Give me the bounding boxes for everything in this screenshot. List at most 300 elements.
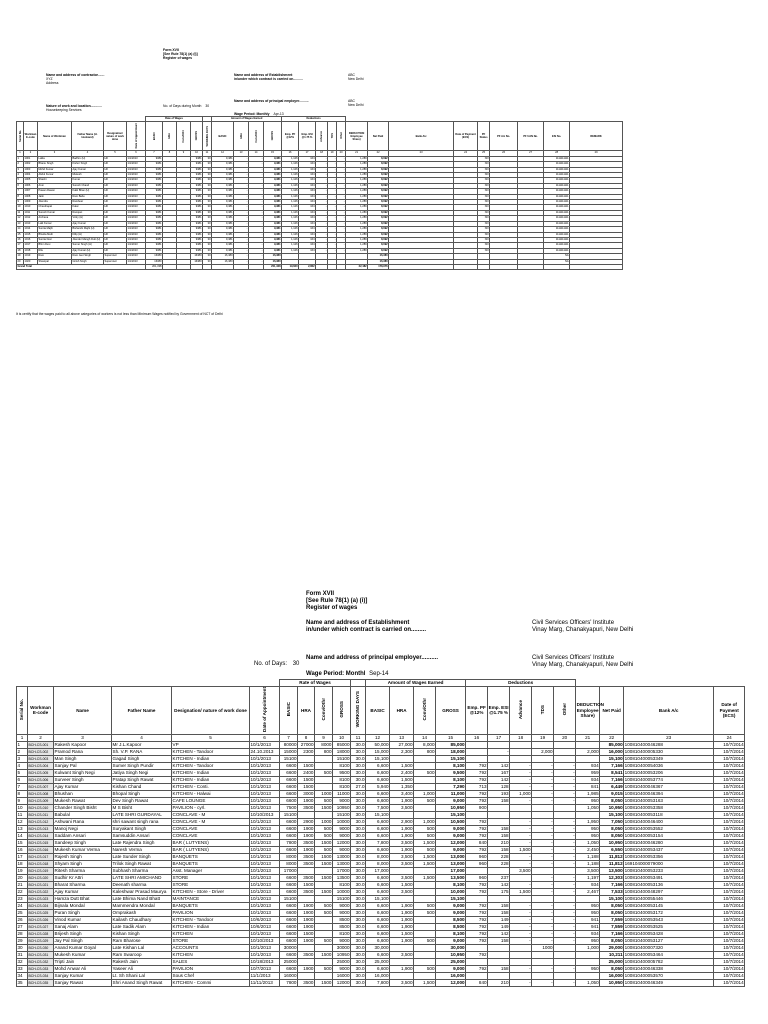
table-cell bbox=[554, 958, 576, 965]
table-cell: 1111111111 bbox=[544, 194, 570, 199]
table-cell: 100810400005782 bbox=[624, 958, 714, 965]
table-cell: 1,289 bbox=[346, 243, 368, 248]
doc1-principal-city: New Delhi bbox=[348, 103, 364, 108]
table-cell: 30 bbox=[203, 178, 212, 183]
table-cell: 500 bbox=[414, 825, 436, 832]
table-cell: 10/1/2013 bbox=[250, 741, 280, 748]
table-cell: 6600 bbox=[280, 776, 298, 783]
table-cell: 30 bbox=[203, 232, 212, 237]
table-cell: 1,289 bbox=[346, 227, 368, 232]
table-cell: 7,559 bbox=[600, 916, 624, 923]
column-header bbox=[17, 122, 24, 151]
column-header-label: BASIC bbox=[152, 131, 156, 140]
table-cell: Babulal bbox=[54, 811, 112, 818]
table-cell: - bbox=[328, 189, 337, 194]
table-cell: Bhanu Singh bbox=[38, 162, 72, 167]
table-cell: 8,092 bbox=[368, 227, 389, 232]
table-row bbox=[17, 944, 768, 951]
table-cell bbox=[414, 888, 436, 895]
table-cell: 1900 bbox=[298, 825, 315, 832]
table-cell: 9,381 bbox=[212, 200, 234, 205]
table-cell: NO bbox=[478, 205, 490, 210]
table-cell: 1,900 bbox=[390, 916, 414, 923]
table-cell: 9,381 bbox=[264, 243, 282, 248]
table-cell: NO bbox=[478, 237, 490, 242]
column-header-label: Name of Workman bbox=[43, 134, 66, 138]
table-cell: 800 bbox=[315, 748, 333, 755]
table-cell: 1017 bbox=[24, 243, 38, 248]
table-cell bbox=[298, 958, 315, 965]
table-cell: 3,500 bbox=[576, 867, 600, 874]
table-cell: - bbox=[532, 818, 554, 825]
table-cell: - bbox=[337, 183, 346, 188]
table-cell: 1500 bbox=[298, 776, 315, 783]
table-cell: 7800 bbox=[280, 839, 298, 846]
table-cell: - bbox=[510, 916, 532, 923]
table-cell bbox=[315, 895, 333, 902]
table-cell: 164 bbox=[299, 248, 316, 253]
table-cell: - bbox=[249, 232, 264, 237]
table-cell: 1003 bbox=[24, 167, 38, 172]
column-number: 14 bbox=[414, 734, 436, 741]
table-cell: 9,000 bbox=[436, 825, 466, 832]
column-number: 6 bbox=[250, 734, 280, 741]
column-header bbox=[163, 122, 177, 151]
column-number: 16 bbox=[282, 151, 299, 156]
table-cell: 13500 bbox=[333, 874, 351, 881]
table-cell: 1,289 bbox=[346, 173, 368, 178]
doc1-rule: [See Rule 78(1) (a) (i)] bbox=[163, 52, 198, 57]
table-cell: 27000 bbox=[298, 741, 315, 748]
table-cell: 9,381 bbox=[212, 167, 234, 172]
empty-cell bbox=[490, 264, 518, 269]
table-row bbox=[17, 979, 768, 986]
table-cell: 1111111111 bbox=[544, 205, 570, 210]
column-header-row bbox=[17, 687, 768, 735]
group-rate-of-wages: Rate of Wages bbox=[280, 680, 351, 687]
table-cell bbox=[298, 944, 315, 951]
table-cell: 1,289 bbox=[346, 167, 368, 172]
empty-cell bbox=[544, 264, 570, 269]
table-cell: 12000 bbox=[333, 839, 351, 846]
table-cell: - bbox=[249, 173, 264, 178]
table-cell: 8100 bbox=[333, 762, 351, 769]
table-cell: 500 bbox=[414, 937, 436, 944]
table-cell: 34 bbox=[17, 972, 28, 979]
table-cell: 13,000 bbox=[436, 853, 466, 860]
table-cell: KITCHEN - Tandoor bbox=[172, 762, 250, 769]
column-number: 1 bbox=[17, 151, 24, 156]
doc2-days-value: 30 bbox=[292, 661, 300, 667]
table-cell: - bbox=[316, 183, 328, 188]
table-cell: 30 bbox=[203, 200, 212, 205]
table-cell: 934 bbox=[576, 881, 600, 888]
table-cell: 9,381 bbox=[264, 167, 282, 172]
table-cell: 2,450 bbox=[576, 846, 600, 853]
table-cell: 11/1/2013 bbox=[250, 972, 280, 979]
table-cell: 9,381 bbox=[212, 248, 234, 253]
table-cell: Dilip (H) bbox=[72, 232, 104, 237]
table-row bbox=[17, 923, 768, 930]
table-cell: 2 bbox=[17, 748, 28, 755]
table-cell: 9,381 bbox=[264, 227, 282, 232]
table-cell: 2,000 bbox=[576, 748, 600, 755]
table-cell: - bbox=[532, 832, 554, 839]
table-cell: Kalal bbox=[72, 205, 104, 210]
table-cell: 16000 bbox=[333, 972, 351, 979]
table-cell bbox=[488, 867, 510, 874]
table-cell: 30 bbox=[203, 156, 212, 161]
table-cell: 100810400046367 bbox=[624, 783, 714, 790]
column-header bbox=[298, 687, 315, 735]
table-cell: 149 bbox=[488, 916, 510, 923]
table-cell: - bbox=[337, 178, 346, 183]
table-cell: Ram Swaroop bbox=[112, 951, 172, 958]
table-cell: BCH-CS-012 bbox=[28, 818, 54, 825]
table-cell: 13,500 bbox=[600, 867, 624, 874]
table-cell: NO bbox=[478, 200, 490, 205]
table-cell: NO bbox=[478, 248, 490, 253]
table-cell: 1,500 bbox=[510, 888, 532, 895]
table-cell: 1 bbox=[17, 741, 28, 748]
group-deductions: Deductions bbox=[282, 117, 346, 122]
table-cell: 1900 bbox=[298, 965, 315, 972]
table-cell: 12,000 bbox=[436, 979, 466, 986]
table-cell: 792 bbox=[466, 923, 488, 930]
table-cell bbox=[488, 944, 510, 951]
table-cell: Yaseer Ali bbox=[112, 965, 172, 972]
table-cell: - bbox=[234, 216, 249, 221]
table-cell: 100810400053154 bbox=[624, 832, 714, 839]
table-cell: 9381 bbox=[146, 189, 163, 194]
table-cell: 6600 bbox=[280, 916, 298, 923]
table-cell: 1/1/2013 bbox=[127, 216, 146, 221]
table-cell: 1,900 bbox=[390, 846, 414, 853]
table-cell: - bbox=[337, 194, 346, 199]
table-cell: - bbox=[249, 167, 264, 172]
table-cell: 10/1/2013 bbox=[250, 783, 280, 790]
table-cell: 210 bbox=[488, 839, 510, 846]
table-cell: 8,092 bbox=[368, 189, 389, 194]
table-cell: 10,950 bbox=[600, 839, 624, 846]
table-cell: BCH-CS-009 bbox=[28, 797, 54, 804]
column-header bbox=[328, 122, 337, 151]
table-cell: BCH-CS-007 bbox=[28, 783, 54, 790]
table-cell: 9,381 bbox=[212, 205, 234, 210]
table-cell: 7,166 bbox=[600, 776, 624, 783]
table-cell bbox=[554, 755, 576, 762]
table-cell: - bbox=[532, 902, 554, 909]
table-cell: 6,600 bbox=[366, 951, 390, 958]
table-cell: BCH-CS-029 bbox=[28, 937, 54, 944]
table-cell: 16380 bbox=[146, 254, 163, 259]
table-cell bbox=[298, 867, 315, 874]
table-row bbox=[17, 937, 768, 944]
table-cell: Kaleshwar Prasad Maurya bbox=[112, 888, 172, 895]
column-header bbox=[172, 687, 250, 735]
table-cell: 164 bbox=[299, 243, 316, 248]
table-cell: - bbox=[316, 237, 328, 242]
table-cell: 1,000 bbox=[414, 818, 436, 825]
table-cell: Kulwant Singh Negi bbox=[54, 769, 112, 776]
table-cell: 6,600 bbox=[366, 965, 390, 972]
table-cell: 6600 bbox=[280, 783, 298, 790]
table-row bbox=[17, 951, 768, 958]
table-cell: 10/7/2014 bbox=[714, 888, 745, 895]
table-cell: 30.0 bbox=[351, 923, 366, 930]
table-cell: 10/1/2013 bbox=[250, 888, 280, 895]
table-cell: 3500 bbox=[298, 888, 315, 895]
table-cell bbox=[414, 951, 436, 958]
table-cell: 2,400 bbox=[390, 769, 414, 776]
table-cell: Kishan Chand bbox=[112, 783, 172, 790]
column-number: 19 bbox=[532, 734, 554, 741]
table-cell: 500 bbox=[315, 769, 333, 776]
table-cell: 9381 bbox=[146, 227, 163, 232]
table-cell: 1111111111 bbox=[544, 167, 570, 172]
table-cell: HK bbox=[104, 162, 127, 167]
table-cell: - bbox=[249, 156, 264, 161]
table-cell bbox=[298, 811, 315, 818]
column-header-label: Conv/Othr bbox=[421, 698, 427, 721]
doc2-period-label: Wage Period: Monthl bbox=[306, 671, 366, 677]
table-cell: Samsuddin Ansari bbox=[112, 832, 172, 839]
column-number: 2 bbox=[24, 151, 38, 156]
table-cell: Badhru (H) bbox=[72, 156, 104, 161]
column-number: 10 bbox=[333, 734, 351, 741]
table-cell: 8,092 bbox=[368, 173, 389, 178]
table-cell: 6,600 bbox=[366, 909, 390, 916]
table-row bbox=[17, 916, 768, 923]
column-header-label: ESI No. bbox=[552, 134, 562, 138]
table-cell: 30 bbox=[203, 210, 212, 215]
table-cell bbox=[315, 930, 333, 937]
table-cell: 9500 bbox=[333, 769, 351, 776]
table-cell: KITCHEN - Conti. bbox=[172, 783, 250, 790]
table-cell: 500 bbox=[315, 965, 333, 972]
table-cell: 5 bbox=[17, 178, 24, 183]
column-header bbox=[28, 687, 54, 735]
column-number: 18 bbox=[316, 151, 328, 156]
table-cell bbox=[466, 867, 488, 874]
table-cell bbox=[532, 951, 554, 958]
column-number: 3 bbox=[54, 734, 112, 741]
table-cell: - bbox=[337, 248, 346, 253]
table-cell bbox=[315, 881, 333, 888]
table-cell: 1,900 bbox=[390, 965, 414, 972]
column-header-label: Designation/ nature of work done bbox=[106, 131, 124, 141]
table-cell: 1,289 bbox=[346, 183, 368, 188]
table-cell: - bbox=[554, 769, 576, 776]
column-header-label: HRA bbox=[301, 707, 311, 713]
table-cell: - bbox=[532, 965, 554, 972]
table-cell bbox=[390, 867, 414, 874]
table-cell: BCH-CS-013 bbox=[28, 825, 54, 832]
table-cell: 15100 bbox=[280, 755, 298, 762]
column-number: 2 bbox=[28, 734, 54, 741]
table-cell: 10,950 bbox=[436, 804, 466, 811]
column-header bbox=[576, 687, 604, 735]
table-cell: 950 bbox=[576, 797, 600, 804]
doc2-principal-label: Name and address of principal employer.......... bbox=[306, 655, 439, 661]
table-cell: 9,500 bbox=[436, 769, 466, 776]
column-number: 12 bbox=[212, 151, 234, 156]
table-cell: 9381 bbox=[146, 232, 163, 237]
table-cell: Dev Singh Rawat bbox=[112, 797, 172, 804]
table-cell: 934 bbox=[576, 776, 600, 783]
table-cell: 100810400046280 bbox=[624, 839, 714, 846]
table-cell: 9381 bbox=[191, 205, 203, 210]
column-header-label: Name bbox=[76, 707, 89, 713]
table-cell: 8100 bbox=[333, 930, 351, 937]
table-cell: Brijesh Singh bbox=[54, 930, 112, 937]
table-cell: 100810400053118 bbox=[624, 811, 714, 818]
table-cell: 6,600 bbox=[366, 846, 390, 853]
table-cell: - bbox=[234, 232, 249, 237]
table-cell bbox=[510, 874, 532, 881]
table-cell bbox=[510, 811, 532, 818]
table-cell: 960 bbox=[466, 860, 488, 867]
table-cell: 15100 bbox=[333, 755, 351, 762]
table-cell bbox=[576, 972, 600, 979]
table-cell: 16,380 bbox=[264, 259, 282, 264]
table-cell: 10/7/2014 bbox=[714, 972, 745, 979]
column-header bbox=[624, 687, 714, 735]
table-cell: 17 bbox=[17, 853, 28, 860]
table-cell: 7,166 bbox=[600, 881, 624, 888]
table-cell bbox=[532, 804, 554, 811]
table-cell: 13000 bbox=[333, 853, 351, 860]
table-cell: BANQUETS bbox=[172, 853, 250, 860]
table-cell: 15000 bbox=[280, 748, 298, 755]
table-cell: 100810400046338 bbox=[624, 965, 714, 972]
table-cell: 100810400053349 bbox=[624, 755, 714, 762]
column-header-label: Father Name (H-Husband) bbox=[77, 133, 98, 140]
table-cell: Vinod Kumar bbox=[54, 916, 112, 923]
table-cell: 1,500 bbox=[414, 979, 436, 986]
table-cell: 1900 bbox=[298, 909, 315, 916]
table-cell: 9,381 bbox=[264, 183, 282, 188]
table-cell: 85000 bbox=[333, 741, 351, 748]
table-cell: 8,092 bbox=[368, 205, 389, 210]
table-cell: 6,600 bbox=[366, 916, 390, 923]
table-cell: 9,381 bbox=[264, 156, 282, 161]
column-header bbox=[518, 122, 544, 151]
table-cell: 1,126 bbox=[282, 156, 299, 161]
table-cell: 9381 bbox=[191, 200, 203, 205]
table-cell: 1,500 bbox=[414, 853, 436, 860]
table-cell: 15 bbox=[17, 232, 24, 237]
table-cell: 792 bbox=[466, 881, 488, 888]
table-cell: 18000 bbox=[333, 748, 351, 755]
table-cell: - bbox=[249, 216, 264, 221]
table-cell: CONCLAVE - M bbox=[172, 811, 250, 818]
table-cell: 15,100 bbox=[600, 755, 624, 762]
table-cell: - bbox=[532, 937, 554, 944]
table-cell: 9381 bbox=[146, 221, 163, 226]
table-cell: 30.0 bbox=[351, 909, 366, 916]
table-cell: 6,600 bbox=[366, 818, 390, 825]
table-cell: - bbox=[510, 797, 532, 804]
table-cell: 1,500 bbox=[390, 930, 414, 937]
table-cell: 100810400053525 bbox=[624, 923, 714, 930]
table-cell: 30 bbox=[203, 227, 212, 232]
table-cell: 6600 bbox=[280, 965, 298, 972]
doc2-form-header bbox=[306, 591, 367, 613]
table-cell: 792 bbox=[466, 902, 488, 909]
table-cell: NO bbox=[478, 221, 490, 226]
table-cell: 30.0 bbox=[351, 853, 366, 860]
table-cell: 10/1/2013 bbox=[250, 846, 280, 853]
table-cell: 9,000 bbox=[436, 965, 466, 972]
table-cell: NO bbox=[478, 227, 490, 232]
table-cell: 1111111111 bbox=[544, 200, 570, 205]
table-cell: 6,600 bbox=[366, 797, 390, 804]
table-cell: - bbox=[328, 216, 337, 221]
table-cell: 6600 bbox=[280, 769, 298, 776]
table-cell: 8,100 bbox=[436, 881, 466, 888]
table-cell: Suryakant Singh bbox=[112, 825, 172, 832]
column-header-label: Conv/Othr bbox=[320, 698, 326, 721]
table-cell: 2,300 bbox=[390, 748, 414, 755]
table-cell: - bbox=[234, 248, 249, 253]
table-cell: 3,500 bbox=[390, 860, 414, 867]
table-cell: 1,126 bbox=[282, 248, 299, 253]
table-cell: 158 bbox=[488, 902, 510, 909]
column-header bbox=[104, 122, 127, 151]
doc1-principal-block bbox=[234, 99, 309, 103]
table-cell: 8,050 bbox=[600, 909, 624, 916]
table-cell: 1,050 bbox=[576, 979, 600, 986]
table-cell: 8000 bbox=[280, 853, 298, 860]
column-header bbox=[368, 122, 389, 151]
table-cell: 9381 bbox=[191, 173, 203, 178]
table-cell: NO bbox=[478, 232, 490, 237]
table-cell: 500 bbox=[315, 937, 333, 944]
table-cell bbox=[315, 811, 333, 818]
table-cell: Bharat Sharma bbox=[54, 881, 112, 888]
table-cell: 100810400053233 bbox=[624, 867, 714, 874]
column-number: 24 bbox=[454, 151, 478, 156]
column-number: 23 bbox=[624, 734, 714, 741]
table-cell: Shashi bbox=[38, 178, 72, 183]
table-cell: 30.0 bbox=[351, 790, 366, 797]
empty-cell bbox=[316, 264, 328, 269]
table-cell: - bbox=[249, 200, 264, 205]
table-cell: 16380 bbox=[191, 259, 203, 264]
doc1-principal-name: ABC bbox=[348, 99, 355, 103]
table-cell bbox=[414, 895, 436, 902]
table-cell: 12 bbox=[17, 216, 24, 221]
table-cell: 1,000 bbox=[414, 790, 436, 797]
table-cell: - bbox=[337, 162, 346, 167]
table-cell: - bbox=[249, 237, 264, 242]
column-number: 8 bbox=[298, 734, 315, 741]
table-cell: Bhukla Modi bbox=[38, 232, 72, 237]
table-cell: KITCHEN bbox=[172, 930, 250, 937]
table-cell: 5,940 bbox=[366, 783, 390, 790]
table-cell: 210 bbox=[488, 979, 510, 986]
table-cell: 1,289 bbox=[346, 189, 368, 194]
table-cell: 9,381 bbox=[212, 178, 234, 183]
grand-total-esi: 2,862 bbox=[299, 264, 316, 269]
table-cell: - bbox=[510, 853, 532, 860]
doc1-estab-city: New Delhi bbox=[348, 77, 364, 82]
table-cell: 25,000 bbox=[600, 958, 624, 965]
table-cell: 22 bbox=[17, 888, 28, 895]
table-cell: 1012 bbox=[24, 216, 38, 221]
doc1-estab-value bbox=[348, 73, 363, 81]
